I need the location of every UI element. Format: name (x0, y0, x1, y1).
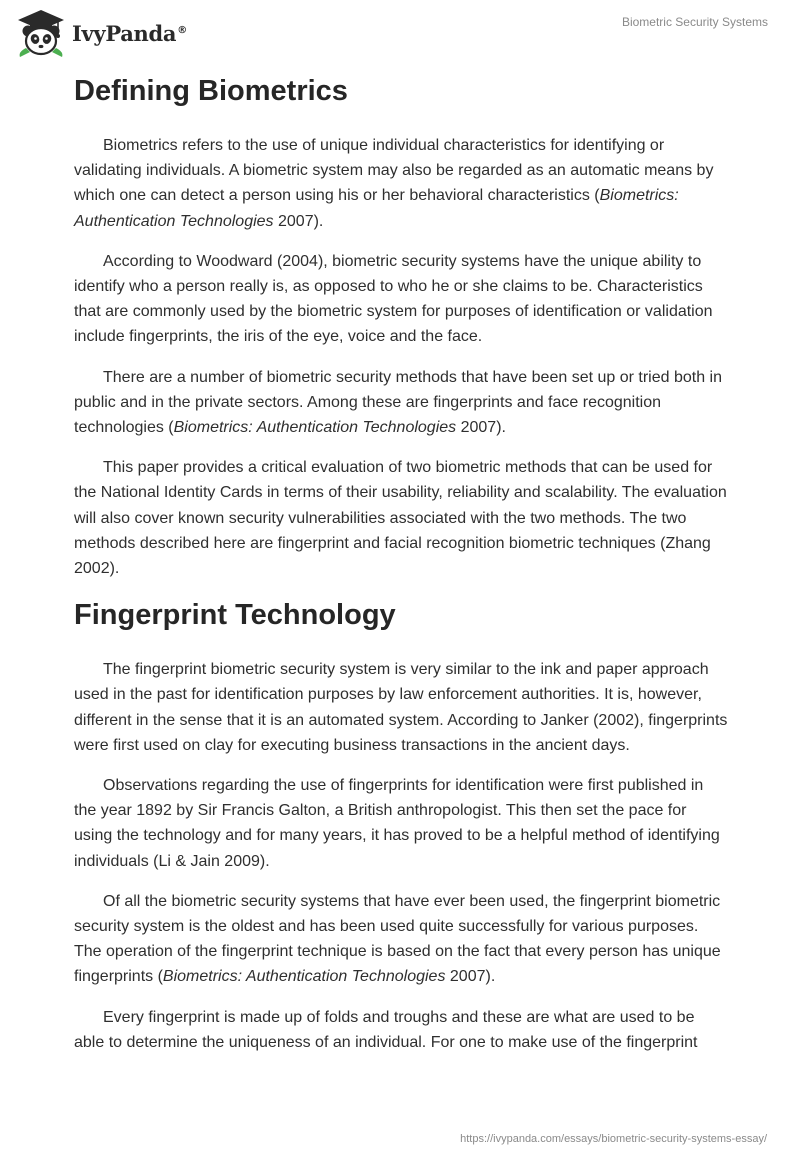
section-defining-biometrics (74, 72, 728, 581)
brand-name: IvyPanda® (72, 20, 187, 46)
paragraph (74, 657, 728, 758)
paragraph (74, 365, 728, 441)
paragraph-text: According to Woodward (2004), biometric security systems have the unique ability to identify who a person really is, as opposed to who he or she claims to be. Characteristics that are commonly used by the biometric system for purposes of identification or validation include fingerprints, the iris of the eye, voice and the face. (74, 252, 713, 346)
paragraph-text: Biometrics refers to the use of unique individual characteristics for identifying or validating individuals. A biometric system may also be regarded as an automatic means by which one can detect a person using his or her behavioral characteristics ( (74, 137, 714, 205)
ivypanda-logo[interactable] (14, 6, 187, 58)
paragraph (74, 773, 728, 874)
citation-title: Biometrics: Authentication Technologies (162, 968, 446, 986)
paragraph-text: Observations regarding the use of fingerprints for identification were first published in the year 1892 by Sir Francis Galton, a British anthropologist. This then set the pace for using the technology and for many years, it has proved to be a helpful method of identifying individuals (Li & Jain 2009). (74, 777, 720, 870)
paragraph-text: There are a number of biometric security methods that have been set up or tried both in public and in the private sectors. Among these are fingerprints and face recognition technologies ( (74, 368, 722, 437)
section-fingerprint-technology (74, 596, 728, 1055)
running-title: Biometric Security Systems (621, 15, 768, 29)
paragraph-text: 2007). (456, 419, 506, 437)
citation-title: Biometrics: Authentication Technologies (173, 419, 457, 437)
registered-mark: ® (177, 24, 187, 36)
paragraph (74, 249, 728, 350)
paragraph (74, 1005, 728, 1055)
section-heading: Defining Biometrics (74, 75, 348, 107)
paragraph-text: Every fingerprint is made up of folds and troughs and these are what are used to be able to determine the uniqueness of an individual. For one to make use of the fingerprint (74, 1008, 698, 1051)
paragraph-text: 2007). (273, 212, 324, 230)
panda-graduate-icon (14, 6, 68, 58)
page-header (0, 0, 800, 60)
paragraph (74, 455, 728, 581)
paragraph-text: 2007). (445, 968, 496, 986)
paragraph (74, 133, 728, 234)
source-url[interactable]: https://ivypanda.com/essays/biometric-security-systems-essay/ (460, 1133, 767, 1145)
paragraph (74, 889, 728, 990)
section-heading: Fingerprint Technology (74, 599, 396, 632)
paragraph-text: The fingerprint biometric security system is very similar to the ink and paper approach used in the past for identification purposes by law enforcement authorities. It is, however, different in the sense that it is an automated system. According to Janker (2002), fingerprints were first used on clay for executing business transactions in the ancient days. (74, 661, 728, 754)
article-content (74, 72, 728, 1070)
paragraph-text: Of all the biometric security systems that have ever been used, the fingerprint biometric security system is the oldest and has been used quite successfully for various purposes. The operation of the fingerprint technique is based on the fact that every person has unique fingerprints ( (74, 892, 721, 986)
citation-title: Biometrics: Authentication Technologies (74, 187, 679, 230)
paragraph-text: This paper provides a critical evaluation of two biometric methods that can be used for the National Identity Cards in terms of their usability, reliability and scalability. The evaluation will also cover known security vulnerabilities associated with the two methods. The two methods described here are fingerprint and facial recognition biometric techniques (Zhang 2002). (74, 459, 727, 578)
